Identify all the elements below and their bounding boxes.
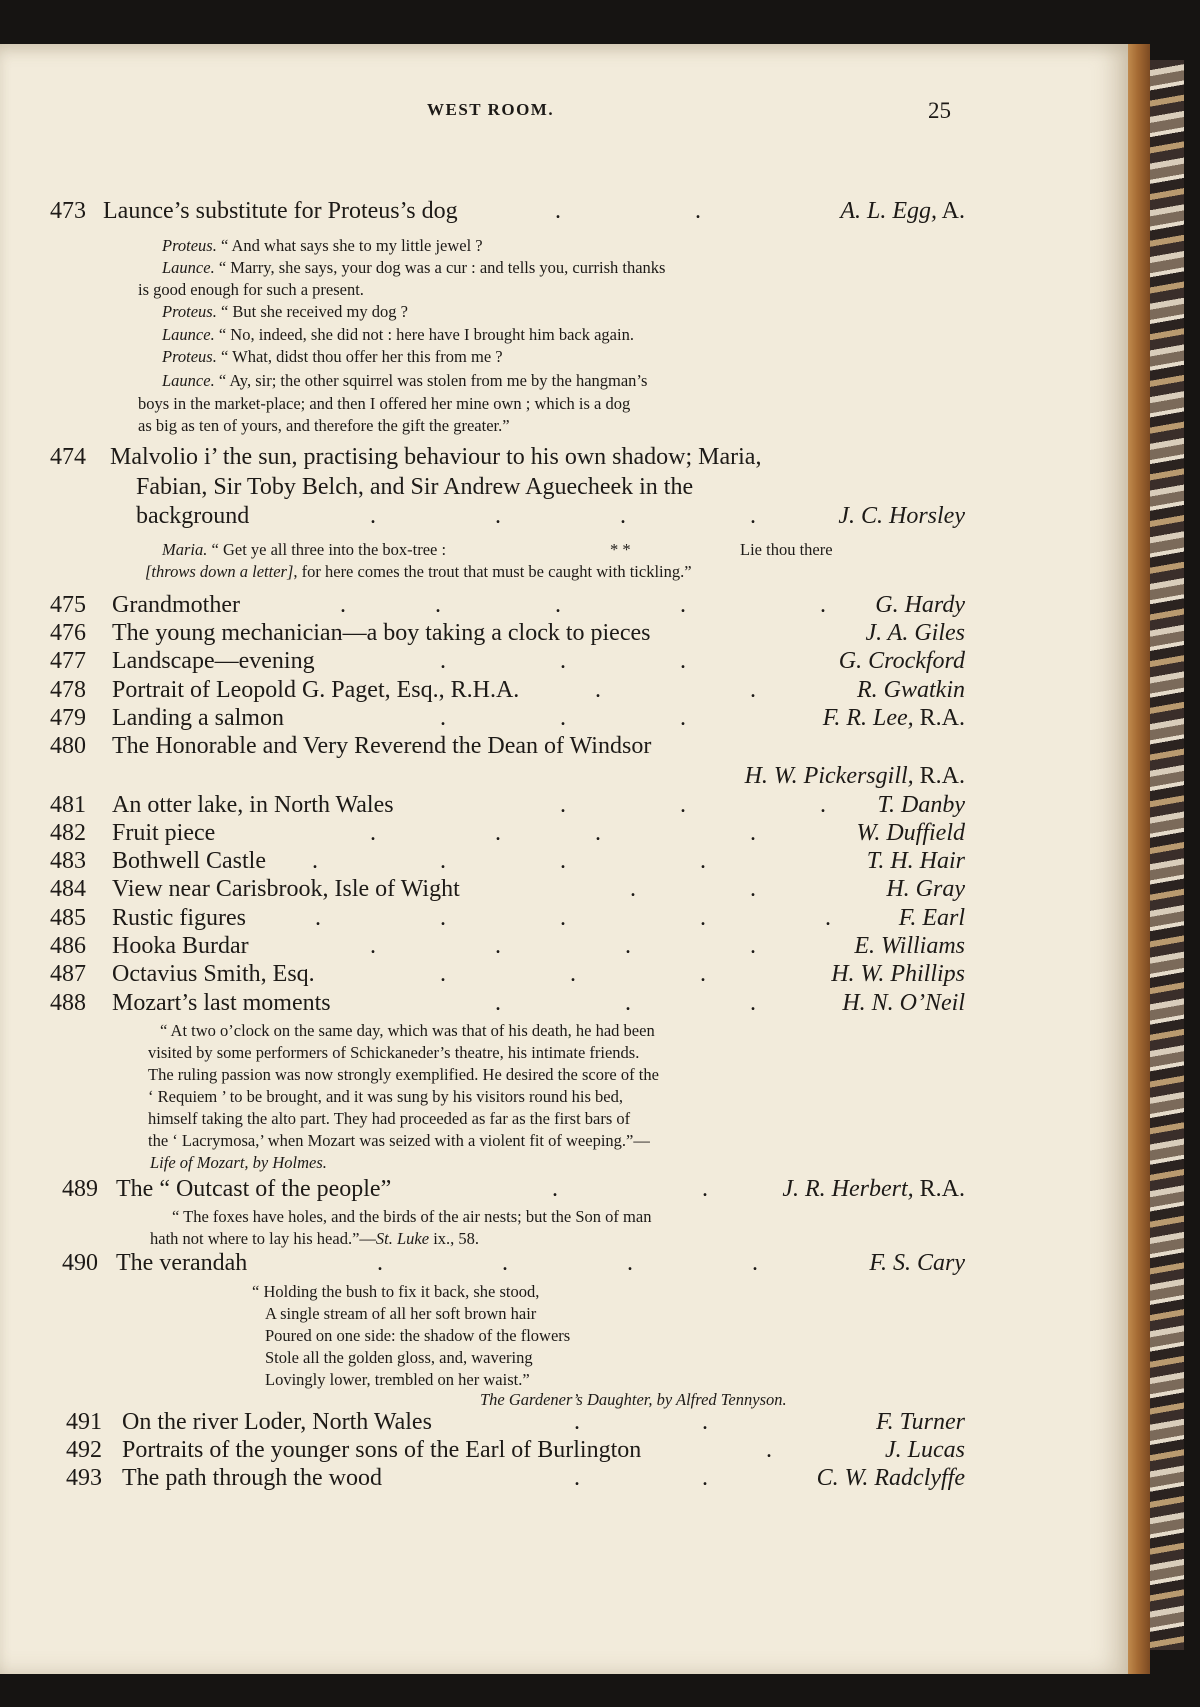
quote-line: “ At two o’clock on the same day, which was that of his death, he had been <box>160 1021 655 1040</box>
entry-number: 480 <box>50 733 86 759</box>
entry-number: 493 <box>66 1465 102 1491</box>
quote-line: The Gardener’s Daughter, by Alfred Tennyson. <box>480 1390 787 1409</box>
entry-number: 488 <box>50 990 86 1016</box>
entry-number: 482 <box>50 820 86 846</box>
entry-title: Grandmother <box>112 592 240 618</box>
quote-line: Launce. “ Ay, sir; the other squirrel was stolen from me by the hangman’s <box>162 371 648 390</box>
entry-483 <box>50 848 965 876</box>
quote-line: Lovingly lower, trembled on her waist.” <box>265 1370 530 1389</box>
quote-474-line: [throws down a letter], for here comes the trout that must be caught with tickling.” <box>145 562 692 581</box>
quote-line: “ The foxes have holes, and the birds of the air nests; but the Son of man <box>172 1207 652 1226</box>
quote-line: Launce. “ No, indeed, she did not : here have I brought him back again. <box>162 325 634 344</box>
entry-artist: H. N. O’Neil <box>842 990 965 1016</box>
leader-dots: . . . <box>440 648 686 674</box>
quote-line: boys in the market-place; and then I offered her mine own ; which is a dog <box>138 394 631 413</box>
entry-481 <box>50 792 965 820</box>
entry-480 <box>50 733 965 761</box>
entry-474 <box>50 503 965 531</box>
leader-dots: . . . . <box>312 848 706 874</box>
entry-484 <box>50 876 965 904</box>
page-edge <box>1128 44 1150 1674</box>
leader-dots: . . . . <box>370 820 756 846</box>
entry-title: Landscape—evening <box>112 648 315 674</box>
entry-artist: T. H. Hair <box>866 848 965 874</box>
quote-line: Proteus. “ What, didst thou offer her this from me ? <box>162 347 503 366</box>
entry-473 <box>50 198 965 226</box>
entry-492 <box>66 1437 965 1465</box>
entry-artist: J. A. Giles <box>865 620 965 646</box>
entry-title: Bothwell Castle <box>112 848 266 874</box>
quote-474-stars: * * <box>610 540 631 559</box>
entry-title: The path through the wood <box>122 1465 382 1491</box>
entry-title: View near Carisbrook, Isle of Wight <box>112 876 460 902</box>
leader-dots: . . . <box>495 990 756 1016</box>
entry-title: background <box>136 503 250 529</box>
leader-dots: . . . . . <box>315 905 831 931</box>
quote-line: ‘ Requiem ’ to be brought, and it was sung by his visitors round his bed, <box>148 1087 623 1106</box>
entry-number: 486 <box>50 933 86 959</box>
entry-title: Mozart’s last moments <box>112 990 331 1016</box>
entry-artist: J. R. Herbert, R.A. <box>782 1176 965 1202</box>
quote-line: himself taking the alto part. They had proceeded as far as the first bars of <box>148 1109 631 1128</box>
quote-line: Stole all the golden gloss, and, wavering <box>265 1348 533 1367</box>
marbled-endpaper <box>1150 60 1184 1650</box>
quote-line: visited by some performers of Schickaneder’s theatre, his intimate friends. <box>148 1043 640 1062</box>
entry-title: Launce’s substitute for Proteus’s dog <box>103 198 458 224</box>
leader-dots: . . . . <box>370 503 756 529</box>
entry-artist: A. L. Egg, A. <box>840 198 965 224</box>
entry-title: Portraits of the younger sons of the Earl of Burlington <box>122 1437 642 1463</box>
leader-dots: . . <box>574 1409 708 1435</box>
quote-474-line: Lie thou there <box>740 540 833 559</box>
entry-number: 483 <box>50 848 86 874</box>
quote-line: Proteus. “ But she received my dog ? <box>162 302 408 321</box>
entry-title: Landing a salmon <box>112 705 284 731</box>
quote-line: hath not where to lay his head.”—St. Luke ix., 58. <box>150 1229 480 1248</box>
entry-number: 474 <box>50 444 86 470</box>
entry-title: The young mechanician—a boy taking a clock to pieces <box>112 620 651 646</box>
entry-title: Hooka Burdar <box>112 933 249 959</box>
entry-title-line: Malvolio i’ the sun, practising behaviour to his own shadow; Maria, <box>110 444 762 470</box>
leader-dots: . <box>766 1437 772 1463</box>
entry-artist: T. Danby <box>877 792 965 818</box>
running-head: WEST ROOM. <box>427 100 555 119</box>
leader-dots: . . <box>630 876 756 902</box>
entry-artist: H. Gray <box>886 876 965 902</box>
leader-dots: . . <box>595 677 756 703</box>
entry-485 <box>50 905 965 933</box>
entry-486 <box>50 933 965 961</box>
entry-476 <box>50 620 965 648</box>
quote-line: as big as ten of yours, and therefore the gift the greater.” <box>138 416 510 435</box>
entry-475 <box>50 592 965 620</box>
entry-title: Portrait of Leopold G. Paget, Esq., R.H.A. <box>112 677 520 703</box>
entry-title: The “ Outcast of the people” <box>116 1176 392 1202</box>
quote-line: the ‘ Lacrymosa,’ when Mozart was seized with a violent fit of weeping.”— <box>148 1131 650 1150</box>
quote-line: Launce. “ Marry, she says, your dog was a cur : and tells you, currish thanks <box>162 258 666 277</box>
entry-artist: F. R. Lee, R.A. <box>822 705 965 731</box>
entry-artist: G. Crockford <box>838 648 965 674</box>
leader-dots: . . . . <box>377 1250 758 1276</box>
entry-artist: F. S. Cary <box>869 1250 965 1276</box>
entry-489 <box>62 1176 965 1204</box>
entry-title: Octavius Smith, Esq. <box>112 961 315 987</box>
entry-number: 485 <box>50 905 86 931</box>
leader-dots: . . <box>574 1465 708 1491</box>
entry-479 <box>50 705 965 733</box>
quote-line: is good enough for such a present. <box>138 280 364 299</box>
entry-487 <box>50 961 965 989</box>
leader-dots: . . <box>552 1176 708 1202</box>
entry-artist: J. Lucas <box>885 1437 965 1463</box>
entry-title-line: Fabian, Sir Toby Belch, and Sir Andrew Aguecheek in the <box>136 474 694 500</box>
quote-line: The ruling passion was now strongly exemplified. He desired the score of the <box>148 1065 659 1084</box>
entry-number: 491 <box>66 1409 102 1435</box>
quote-474-line: Maria. “ Get ye all three into the box-tree : <box>162 540 447 559</box>
entry-number: 490 <box>62 1250 98 1276</box>
entry-number: 492 <box>66 1437 102 1463</box>
entry-number: 476 <box>50 620 86 646</box>
entry-number: 481 <box>50 792 86 818</box>
quote-line: Life of Mozart, by Holmes. <box>150 1153 327 1172</box>
entry-title: On the river Loder, North Wales <box>122 1409 432 1435</box>
entry-number: 484 <box>50 876 86 902</box>
leader-dots: . . . <box>560 792 826 818</box>
leader-dots: . . . <box>440 705 686 731</box>
entry-477 <box>50 648 965 676</box>
entry-artist: H. W. Phillips <box>831 961 965 987</box>
entry-artist: F. Earl <box>898 905 965 931</box>
entry-number: 479 <box>50 705 86 731</box>
entry-artist: W. Duffield <box>856 820 965 846</box>
quote-line: Proteus. “ And what says she to my little jewel ? <box>162 236 483 255</box>
entry-478 <box>50 677 965 705</box>
entry-artist: H. W. Pickersgill, R.A. <box>744 763 965 789</box>
entry-480-artist-line <box>50 763 965 791</box>
entry-title: An otter lake, in North Wales <box>112 792 394 818</box>
leader-dots: . . . . <box>370 933 756 959</box>
entry-title: Fruit piece <box>112 820 216 846</box>
entry-number: 473 <box>50 198 86 224</box>
leader-dots: . . <box>555 198 701 224</box>
entry-title: Rustic figures <box>112 905 246 931</box>
entry-artist: J. C. Horsley <box>838 503 965 529</box>
entry-number: 487 <box>50 961 86 987</box>
entry-number: 477 <box>50 648 86 674</box>
quote-line: “ Holding the bush to fix it back, she stood, <box>252 1282 540 1301</box>
leader-dots: . . . . . <box>340 592 826 618</box>
entry-artist: C. W. Radclyffe <box>816 1465 965 1491</box>
page-number: 25 <box>928 98 951 123</box>
page-header <box>0 100 1128 130</box>
entry-artist: G. Hardy <box>875 592 965 618</box>
entry-artist: E. Williams <box>854 933 965 959</box>
entry-493 <box>66 1465 965 1493</box>
leader-dots: . . . <box>440 961 706 987</box>
quote-line: A single stream of all her soft brown hair <box>265 1304 537 1323</box>
entry-482 <box>50 820 965 848</box>
entry-artist: F. Turner <box>876 1409 965 1435</box>
quote-line: Poured on one side: the shadow of the flowers <box>265 1326 571 1345</box>
entry-488 <box>50 990 965 1018</box>
entry-title: The verandah <box>116 1250 248 1276</box>
entry-490 <box>62 1250 965 1278</box>
entry-title: The Honorable and Very Reverend the Dean of Windsor <box>112 733 652 759</box>
entry-number: 475 <box>50 592 86 618</box>
entry-491 <box>66 1409 965 1437</box>
entry-artist: R. Gwatkin <box>857 677 965 703</box>
entry-number: 489 <box>62 1176 98 1202</box>
entry-number: 478 <box>50 677 86 703</box>
